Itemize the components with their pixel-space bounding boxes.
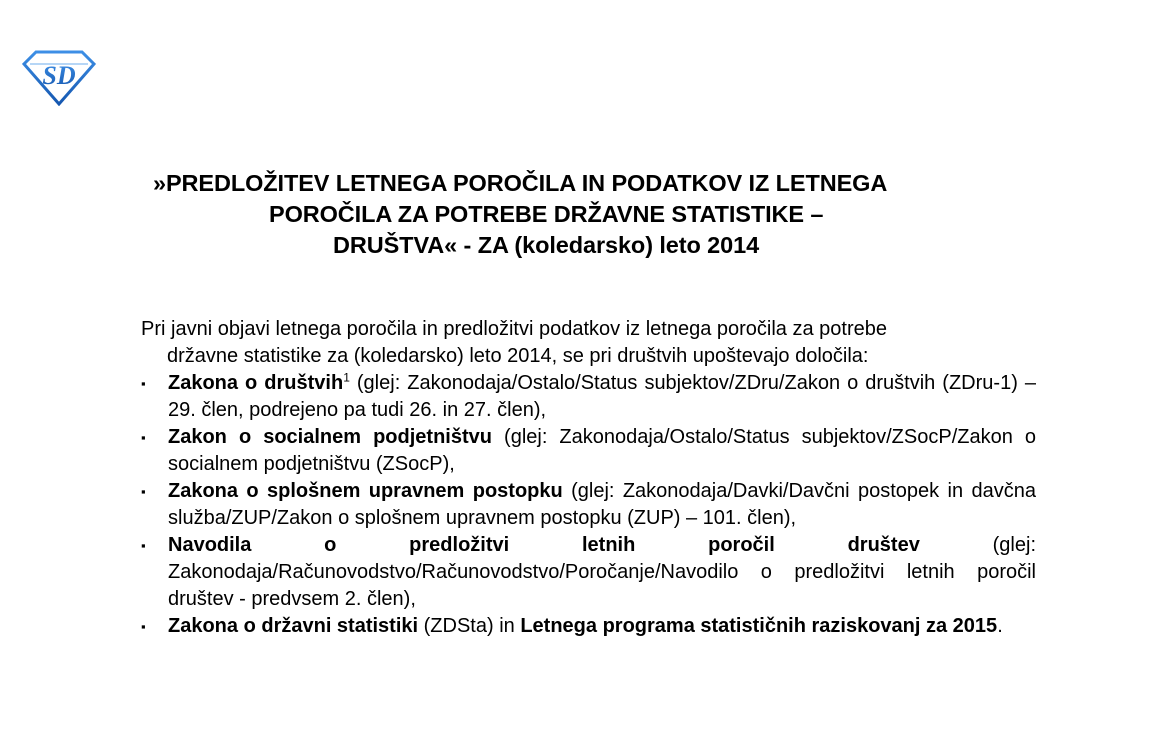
intro-paragraph — [141, 316, 1036, 370]
title-line-1: »PREDLOŽITEV LETNEGA POROČILA IN PODATKOV IZ LETNEGA — [153, 170, 888, 196]
law-name: Zakona o društvih — [168, 372, 344, 394]
bullet-icon: ▪ — [141, 376, 146, 391]
logo-text: SD — [42, 61, 76, 90]
bullet-icon: ▪ — [141, 430, 146, 445]
law-name: Zakona o splošnem upravnem postopku — [168, 480, 563, 502]
bullet-icon: ▪ — [141, 619, 146, 634]
list-item — [141, 370, 1036, 424]
program-name: Letnega programa statističnih raziskovanj za 2015 — [520, 615, 998, 637]
intro-line-2: državne statistike za (koledarsko) leto 2014, se pri društvih upoštevajo določila: — [167, 345, 869, 367]
list-item — [141, 424, 1036, 478]
list-item — [141, 532, 1036, 613]
footnote-marker: 1 — [343, 370, 350, 385]
legal-basis-list — [141, 370, 1036, 640]
list-item — [141, 478, 1036, 532]
law-reference: (glej: Zakonodaja/Davki/Davčni postopek in davčna služba/ZUP/Zakon o splošnem upravnem postopku (ZUP) – 101. člen), — [168, 480, 1036, 529]
title-line-2: POROČILA ZA POTREBE DRŽAVNE STATISTIKE – — [269, 201, 824, 227]
intro-line-1: Pri javni objavi letnega poročila in predložitvi podatkov iz letnega poročila za potrebe — [141, 318, 887, 340]
law-name: Navodila o predložitvi letnih poročil društev — [168, 534, 920, 556]
bullet-icon: ▪ — [141, 538, 146, 553]
logo-shield-icon — [22, 50, 96, 106]
bullet-icon: ▪ — [141, 484, 146, 499]
law-reference: (glej: Zakonodaja/Računovodstvo/Računovodstvo/Poročanje/Navodilo o predložitvi letnih poročil društev - predvsem 2. člen), — [168, 534, 1036, 610]
sentence-end: . — [997, 615, 1003, 637]
law-name: Zakon o socialnem podjetništvu — [168, 426, 492, 448]
law-reference: (glej: Zakonodaja/Ostalo/Status subjektov/ZSocP/Zakon o socialnem podjetništvu (ZSocP), — [168, 426, 1037, 475]
law-reference: (ZDSta) in — [418, 615, 521, 637]
law-name: Zakona o državni statistiki — [168, 615, 419, 637]
title-line-3: DRUŠTVA« - ZA (koledarsko) leto 2014 — [333, 232, 760, 258]
law-reference: (glej: Zakonodaja/Ostalo/Status subjektov/ZDru/Zakon o društvih (ZDru-1) – 29. člen, podrejeno pa tudi 26. in 27. člen), — [168, 372, 1036, 421]
list-item — [141, 613, 1036, 640]
